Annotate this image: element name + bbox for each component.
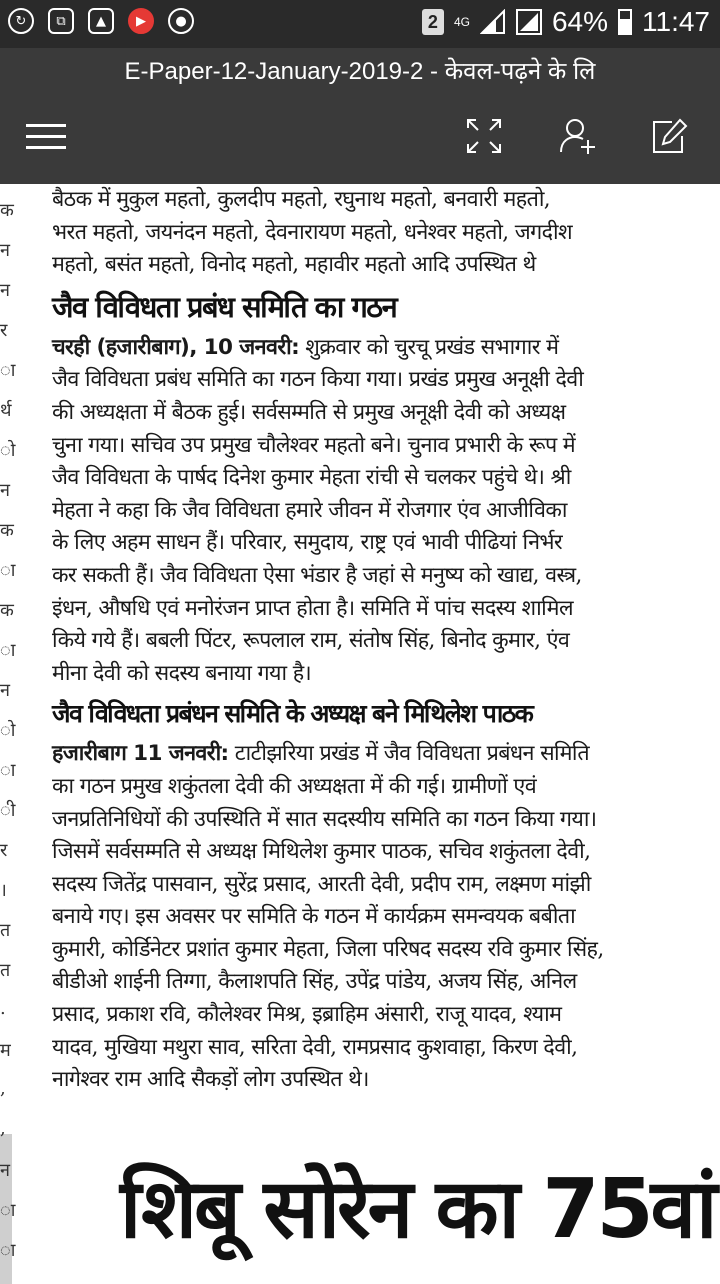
sim-slot-badge: 2 <box>422 9 444 35</box>
left-column-fragment: न <box>0 680 10 701</box>
left-column-fragment: ा <box>0 760 16 781</box>
left-column-fragment: म <box>0 1040 11 1061</box>
menu-icon[interactable] <box>26 124 66 150</box>
edit-icon[interactable] <box>650 116 690 156</box>
signal-2-icon <box>516 9 542 35</box>
gallery-icon: ▲ <box>88 8 114 34</box>
article1-body <box>52 332 712 691</box>
left-column-fragment: ा <box>0 360 16 381</box>
article1-line: चरही (हजारीबाग), 10 जनवरी: शुक्रवार को चुरचू प्रखंड सभागार में <box>52 334 559 360</box>
article2-line: प्रसाद, प्रकाश रवि, कौलेश्वर मिश्र, इब्राहिम अंसारी, राजू यादव, श्याम <box>52 1002 562 1028</box>
article2-headline: जैव विविधता प्रबंधन समिति के अध्यक्ष बने मिथिलेश पाठक <box>52 699 533 729</box>
left-column-fragment: , <box>0 1118 6 1139</box>
left-column-fragment: न <box>0 1160 10 1181</box>
left-column-fragment: त <box>0 920 11 941</box>
left-column-fragment: ा <box>0 1240 16 1261</box>
article-top <box>52 184 712 282</box>
newspaper-page <box>52 184 712 1097</box>
youtube-icon: ▶ <box>128 8 154 34</box>
left-column-fragment: ा <box>0 1200 16 1221</box>
left-column-fragment: . <box>0 998 6 1019</box>
screenshot-icon: ⧉ <box>48 8 74 34</box>
left-column-clipped <box>0 184 16 1280</box>
article2-line: बनाये गए। इस अवसर पर समिति के गठन में कार्यक्रम समन्वयक बबीता <box>52 904 576 930</box>
battery-icon <box>618 9 632 35</box>
article1-line: चुना गया। सचिव उप प्रमुख चौलेश्वर महतो बने। चुनाव प्रभारी के रूप में <box>52 432 576 458</box>
signal-icon <box>480 9 506 35</box>
article2-line: सदस्य जितेंद्र पासवान, सुरेंद्र प्रसाद, आरती देवी, प्रदीप राम, लक्ष्मण मांझी <box>52 871 591 897</box>
left-column-fragment: न <box>0 240 10 261</box>
article1-line: मेहता ने कहा कि जैव विविधता हमारे जीवन में रोजगार एंव आजीविका <box>52 497 567 523</box>
next-article-headline: शिबू सोरेन का 75वां <box>120 1162 715 1257</box>
left-column-fragment: । <box>0 880 7 901</box>
article2-body <box>52 738 712 1097</box>
add-account-icon[interactable] <box>558 116 598 156</box>
article2-line: कुमारी, कोर्डिनेटर प्रशांत कुमार मेहता, जिला परिषद सदस्य रवि कुमार सिंह, <box>52 936 604 962</box>
sync-icon: ↻ <box>8 8 34 34</box>
article1-line: मीना देवी को सदस्य बनाया गया है। <box>52 660 312 686</box>
clock: 11:47 <box>642 6 710 37</box>
left-column-fragment: न <box>0 280 10 301</box>
left-column-fragment: क <box>0 200 14 221</box>
left-column-fragment: ा <box>0 560 16 581</box>
left-column-fragment: ो <box>0 720 16 741</box>
left-column-fragment: र्थ <box>0 400 12 421</box>
article2-line: का गठन प्रमुख शकुंतला देवी की अध्यक्षता में की गई। ग्रामीणों एवं <box>52 773 537 799</box>
left-column-fragment: र <box>0 840 8 861</box>
left-column-fragment: त <box>0 960 11 981</box>
network-type: 4G <box>453 15 470 29</box>
left-column-fragment: ो <box>0 440 16 461</box>
left-column-fragment: क <box>0 520 14 541</box>
article-top-line: भरत महतो, जयनंदन महतो, देवनारायण महतो, धनेश्वर महतो, जगदीश <box>52 219 573 245</box>
chrome-icon: ● <box>168 8 194 34</box>
article2-line: यादव, मुखिया मथुरा साव, सरिता देवी, रामप्रसाद कुशवाहा, किरण देवी, <box>52 1034 578 1060</box>
article1-line: जैव विविधता प्रबंध समिति का गठन किया गया। प्रखंड प्रमुख अनूक्षी देवी <box>52 367 584 393</box>
article-top-line: महतो, बसंत महतो, विनोद महतो, महावीर महतो आदि उपस्थित थे <box>52 252 536 278</box>
article1-line: कर सकती हैं। जैव विविधता ऐसा भंडार है जहां से मनुष्य को खाद्य, वस्त्र, <box>52 562 582 588</box>
fullscreen-icon[interactable] <box>464 116 504 156</box>
article2-line: नागेश्वर राम आदि सैकड़ों लोग उपस्थित थे। <box>52 1067 369 1093</box>
article1-line: जैव विविधता के पार्षद दिनेश कुमार मेहता रांची से चलकर पहुंचे थे। श्री <box>52 465 571 491</box>
notification-icons <box>8 8 194 34</box>
left-column-fragment: क <box>0 600 14 621</box>
article2-line: जिसमें सर्वसम्मति से अध्यक्ष मिथिलेश कुमार पाठक, सचिव शकुंतला देवी, <box>52 839 591 865</box>
document-title: E-Paper-12-January-2019-2 - केवल-पढ़ने के लि <box>0 48 720 96</box>
article1-line: के लिए अहम साधन हैं। परिवार, समुदाय, राष्ट्र एवं भावी पीढियां निर्भर <box>52 530 563 556</box>
left-column-fragment: , <box>0 1078 6 1099</box>
viewer-toolbar <box>0 96 720 184</box>
battery-percent: 64% <box>551 6 608 37</box>
system-status <box>422 6 710 38</box>
status-bar <box>0 0 720 48</box>
article2-line: बीडीओ शाईनी तिग्गा, कैलाशपति सिंह, उपेंद्र पांडेय, अजय सिंह, अनिल <box>52 969 577 995</box>
article1-line: किये गये हैं। बबली पिंटर, रूपलाल राम, संतोष सिंह, बिनोद कुमार, एंव <box>52 628 570 654</box>
article2-line: हजारीबाग 11 जनवरी: टाटीझरिया प्रखंड में जैव विविधता प्रबंधन समिति <box>52 741 590 767</box>
article2-dateline: हजारीबाग 11 जनवरी: <box>52 741 229 767</box>
article1-line: की अध्यक्षता में बैठक हुई। सर्वसम्मति से प्रमुख अनूक्षी देवी को अध्यक्ष <box>52 399 566 425</box>
article2-line: जनप्रतिनिधियों की उपस्थिति में सात सदस्यीय समिति का गठन किया गया। <box>52 806 597 832</box>
article1-headline: जैव विविधता प्रबंध समिति का गठन <box>52 289 397 324</box>
left-column-fragment: ी <box>0 800 16 821</box>
left-column-fragment: न <box>0 480 10 501</box>
left-column-fragment: ा <box>0 640 16 661</box>
article1-line: इंधन, औषधि एवं मनोरंजन प्राप्त होता है। समिति में पांच सदस्य शामिल <box>52 595 573 621</box>
article1-dateline: चरही (हजारीबाग), 10 जनवरी: <box>52 334 300 360</box>
article-top-line: बैठक में मुकुल महतो, कुलदीप महतो, रघुनाथ महतो, बनवारी महतो, <box>52 187 551 212</box>
left-column-fragment: र <box>0 320 8 341</box>
